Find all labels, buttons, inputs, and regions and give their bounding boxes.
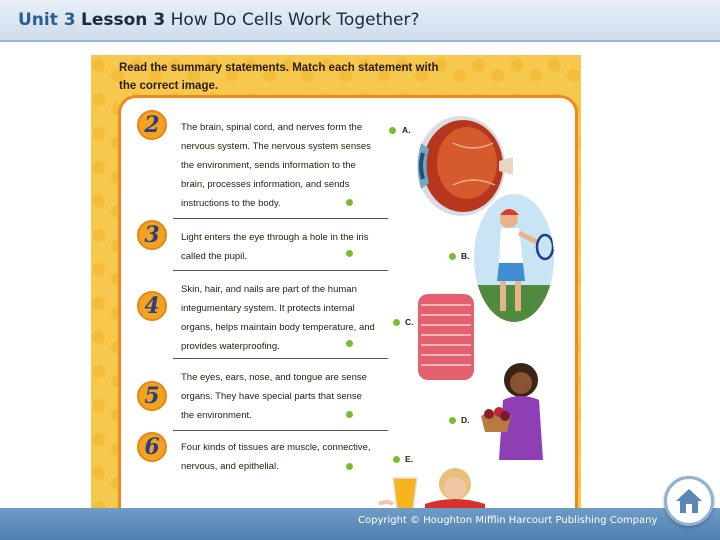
slide-title: [18, 10, 420, 30]
statement-text: The eyes, ears, nose, and tongue are sense organs. They have special parts that sense the environment.: [181, 372, 367, 421]
lesson-label: Lesson 3: [81, 10, 166, 30]
statement-text: The brain, spinal cord, and nerves form the nervous system. The nervous system senses the environment, sends information to the brain, processes information, and sends instructions to the body.: [181, 122, 371, 209]
statement-number: 5: [137, 381, 167, 411]
girl-with-fruit-icon: [477, 360, 557, 460]
image-label: B.: [461, 251, 470, 261]
activity-instructions: Read the summary statements. Match each statement with the correct image.: [119, 62, 439, 92]
tennis-player-icon: [473, 193, 555, 323]
match-dot[interactable]: [346, 411, 353, 418]
statement-number: 2: [137, 110, 167, 140]
statement-text: Four kinds of tissues are muscle, connective, nervous, and epithelial.: [181, 442, 371, 472]
statement-text: Skin, hair, and nails are part of the human integumentary system. It protects internal organs, helps maintain body temperature, and provides waterproofing.: [181, 284, 375, 352]
statement-card: [118, 95, 578, 510]
image-label: D.: [461, 415, 470, 425]
match-dot[interactable]: [389, 127, 396, 134]
home-icon: [674, 487, 704, 515]
match-dot[interactable]: [346, 463, 353, 470]
match-dot[interactable]: [449, 417, 456, 424]
title-bar: [0, 0, 720, 42]
match-dot[interactable]: [393, 319, 400, 326]
match-dot[interactable]: [346, 340, 353, 347]
image-label: A.: [402, 125, 411, 135]
divider: [173, 430, 388, 431]
match-dot[interactable]: [346, 250, 353, 257]
statement-number: 4: [137, 291, 167, 321]
divider: [173, 270, 388, 271]
statement-text: Light enters the eye through a hole in the iris called the pupil.: [181, 232, 369, 262]
unit-label: Unit 3: [18, 10, 76, 30]
statement-number: 3: [137, 220, 167, 250]
statement-number: 6: [137, 432, 167, 462]
lesson-topic: How Do Cells Work Together?: [170, 10, 420, 30]
image-label: E.: [405, 454, 414, 464]
girl-with-juice-icon: [377, 460, 497, 510]
divider: [173, 358, 388, 359]
match-dot[interactable]: [346, 199, 353, 206]
divider: [173, 218, 388, 219]
match-dot[interactable]: [449, 253, 456, 260]
home-button[interactable]: [664, 476, 714, 526]
activity-panel: [91, 55, 581, 510]
muscle-tissue-icon: [417, 293, 475, 381]
copyright-text: Copyright © Houghton Mifflin Harcourt Publishing Company: [358, 515, 658, 526]
image-label: C.: [405, 317, 414, 327]
